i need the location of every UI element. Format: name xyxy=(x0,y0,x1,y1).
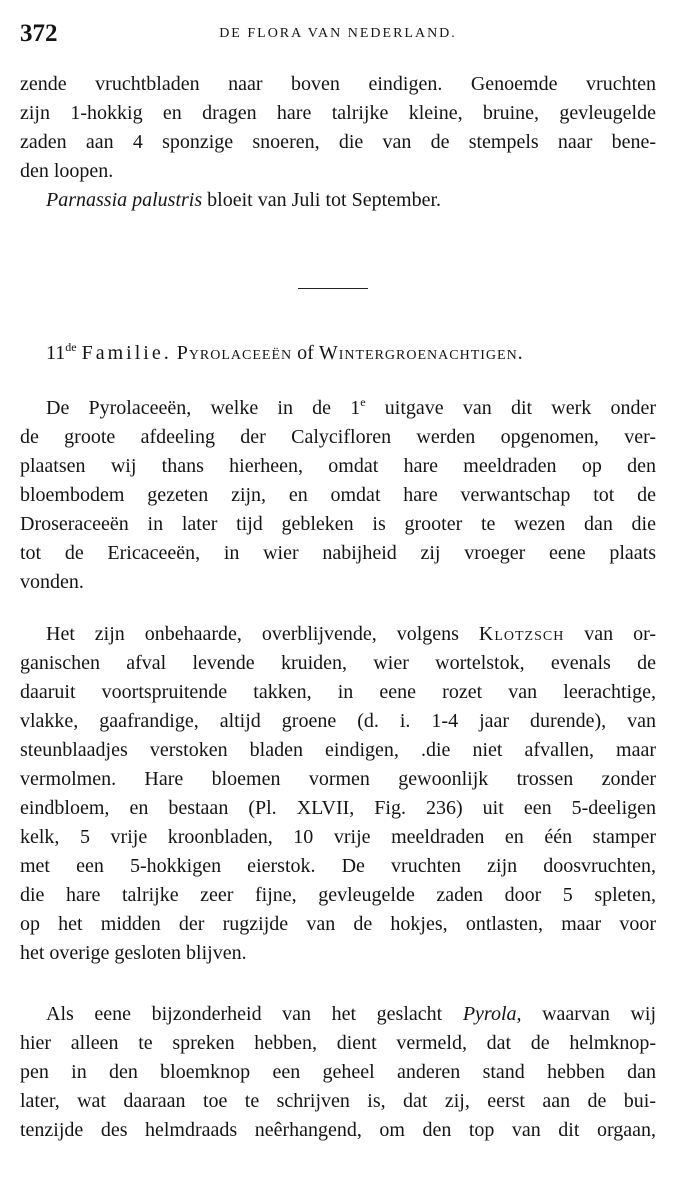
family-word: Familie. xyxy=(81,342,172,364)
bloom-note-text: bloeit van Juli tot September. xyxy=(207,189,442,211)
text-line xyxy=(20,620,656,649)
paragraph-3 xyxy=(20,1000,656,1145)
text-fragment: Het zijn onbehaarde, overblijvende, volgens xyxy=(46,623,459,645)
text-line: later, wat daaraan toe te schrijven is, dat zij, eerst aan de bui- xyxy=(20,1090,656,1112)
text-line: pen in den bloemknop een geheel anderen stand hebben dan xyxy=(20,1061,656,1083)
text-line: die hare talrijke zeer fijne, gevleugelde zaden door 5 spleten, xyxy=(20,884,656,906)
section-divider xyxy=(298,288,368,289)
continuation-paragraph xyxy=(20,70,656,215)
text-line: op het midden der rugzijde van de hokjes, ontlasten, maar voor xyxy=(20,913,656,935)
text-line: ganischen afval levende kruiden, wier wortelstok, evenals de xyxy=(20,652,656,674)
paragraph-1 xyxy=(20,394,656,597)
text-line xyxy=(20,1000,656,1029)
species-name: Parnassia palustris xyxy=(46,189,203,211)
family-number-suffix: de xyxy=(65,340,77,354)
text-line: plaatsen wij thans hierheen, omdat hare meeldraden op den xyxy=(20,455,656,477)
text-line: eindbloem, en bestaan (Pl. XLVII, Fig. 236) uit een 5-deeligen xyxy=(20,797,656,819)
genus-name: Pyrola xyxy=(462,1003,517,1025)
text-line: met een 5-hokkigen eierstok. De vruchten zijn doosvruchten, xyxy=(20,855,656,877)
text-line: vermolmen. Hare bloemen vormen gewoonlijk trossen zonder xyxy=(20,768,656,790)
text-line: den loopen. xyxy=(20,160,114,182)
text-fragment: , waarvan wij xyxy=(516,1003,657,1025)
text-line: daaruit voortspruitende takken, in eene rozet van leerachtige, xyxy=(20,681,656,703)
text-fragment: van or- xyxy=(584,623,657,645)
text-line: zijn 1-hokkig en dragen hare talrijke kleine, bruine, gevleugelde xyxy=(20,102,656,124)
text-fragment: Als eene bijzonderheid van het geslacht xyxy=(46,1003,443,1025)
family-vernacular-name: Wintergroenachtigen. xyxy=(318,342,524,364)
text-line: de groote afdeeling der Calycifloren werden opgenomen, ver- xyxy=(20,426,656,448)
paragraph-2 xyxy=(20,620,656,968)
text-line: steunblaadjes verstoken bladen eindigen, .die niet afvallen, maar xyxy=(20,739,656,761)
text-line: bloembodem gezeten zijn, en omdat hare verwantschap tot de xyxy=(20,484,656,506)
text-line: tot de Ericaceeën, in wier nabijheid zij vroeger eene plaats xyxy=(20,542,656,564)
page-number: 372 xyxy=(20,20,58,47)
text-line: vlakke, gaafrandige, altijd groene (d. i. 1-4 jaar durende), van xyxy=(20,710,656,732)
family-name: Pyrolaceeën xyxy=(176,342,293,364)
text-line: kelk, 5 vrije kroonbladen, 10 vrije meeldraden en één stamper xyxy=(20,826,656,848)
text-line: Droseraceeën in later tijd gebleken is grooter te wezen dan die xyxy=(20,513,656,535)
text-line: tenzijde des helmdraads neêrhangend, om den top van dit orgaan, xyxy=(20,1119,656,1141)
text-line: zaden aan 4 sponzige snoeren, die van de stempels naar bene- xyxy=(20,131,656,153)
family-connector: of xyxy=(297,342,314,364)
text-line: zende vruchtbladen naar boven eindigen. Genoemde vruchten xyxy=(20,73,656,95)
superscript: e xyxy=(360,395,366,409)
text-fragment: uitgave van dit werk onder xyxy=(365,397,657,419)
text-line: het overige gesloten blijven. xyxy=(20,942,247,964)
text-line: hier alleen te spreken hebben, dient vermeld, dat de helmknop- xyxy=(20,1032,656,1054)
family-heading xyxy=(46,340,656,366)
text-line xyxy=(20,394,656,423)
text-line: vonden. xyxy=(20,571,84,593)
author-name: Klotzsch xyxy=(478,623,565,645)
text-fragment: De Pyrolaceeën, welke in de 1 xyxy=(46,397,361,419)
family-number: 11 xyxy=(46,342,66,364)
running-title: DE FLORA VAN NEDERLAND. xyxy=(219,26,457,41)
bloom-note xyxy=(20,186,656,215)
page-header xyxy=(20,20,656,50)
